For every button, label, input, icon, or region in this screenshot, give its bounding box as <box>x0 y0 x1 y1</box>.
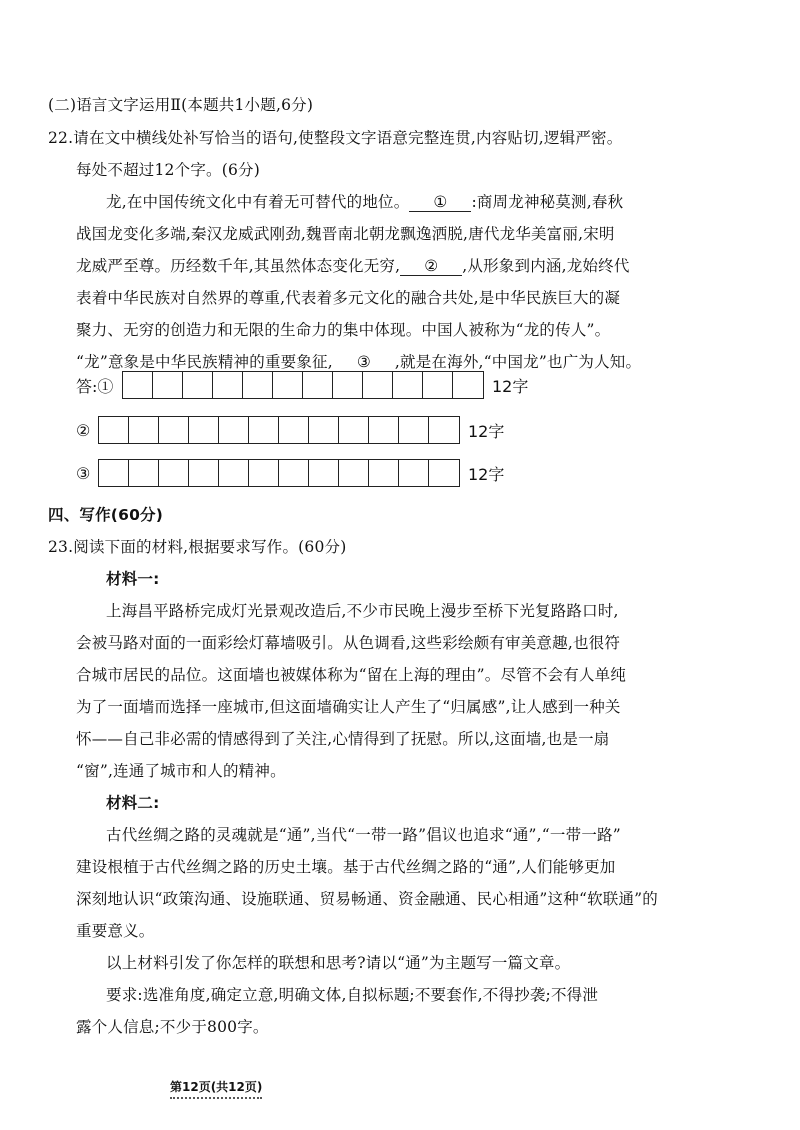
material2-line3: 深刻地认识“政策沟通、设施联通、贸易畅通、资金融通、民心相通”这种“软联通”的 <box>76 890 658 908</box>
answer-limit-3: 12字 <box>468 464 505 484</box>
answer-row-3 <box>76 459 504 487</box>
q22-instruction-line1: 22.请在文中横线处补写恰当的语句,使整段文字语意完整连贯,内容贴切,逻辑严密。 <box>48 129 623 147</box>
material1-line3: 合城市居民的品位。这面墙也被媒体称为“留在上海的理由”。尽管不会有人单纯 <box>76 666 627 684</box>
answer-cell[interactable] <box>429 417 459 443</box>
answer-cell[interactable] <box>303 372 333 398</box>
material1-line5: 怀——自己非必需的情感得到了关注,心情得到了抚慰。所以,这面墙,也是一扇 <box>76 730 610 748</box>
q22-paragraph-line3 <box>76 254 630 276</box>
answer-cell[interactable] <box>249 460 279 486</box>
q22-paragraph-line2: 战国龙变化多端,秦汉龙威武刚劲,魏晋南北朝龙飘逸洒脱,唐代龙华美富丽,宋明 <box>76 225 615 243</box>
answer-cell[interactable] <box>123 372 153 398</box>
q22-paragraph-line4: 表着中华民族对自然界的尊重,代表着多元文化的融合共处,是中华民族巨大的凝 <box>76 289 621 307</box>
answer-cell[interactable] <box>393 372 423 398</box>
q23-intro: 23.阅读下面的材料,根据要求写作。(60分) <box>48 538 347 556</box>
answer-cell[interactable] <box>309 460 339 486</box>
answer-cell[interactable] <box>189 460 219 486</box>
blank-3: ③ <box>333 353 395 372</box>
material1-line6: “窗”,连通了城市和人的精神。 <box>76 762 286 780</box>
material1-line1: 上海昌平路桥完成灯光景观改造后,不少市民晚上漫步至桥下光复路路口时, <box>106 602 619 620</box>
answer-cell[interactable] <box>249 417 279 443</box>
answer-limit-1: 12字 <box>492 376 529 396</box>
answer-cell[interactable] <box>429 460 459 486</box>
answer-cell[interactable] <box>129 460 159 486</box>
material2-title: 材料二: <box>106 794 160 812</box>
answer-cell[interactable] <box>453 372 483 398</box>
blank-2: ② <box>400 257 462 276</box>
answer-cell[interactable] <box>183 372 213 398</box>
answer-cell[interactable] <box>369 417 399 443</box>
answer-cell[interactable] <box>153 372 183 398</box>
answer-cell[interactable] <box>99 460 129 486</box>
q22-text: ,就是在海外,“中国龙”也广为人知。 <box>394 353 642 371</box>
answer-cell[interactable] <box>243 372 273 398</box>
answer-cell[interactable] <box>363 372 393 398</box>
q22-text: 龙,在中国传统文化中有着无可替代的地位。 <box>106 193 410 211</box>
answer-cell[interactable] <box>219 460 249 486</box>
answer-cell[interactable] <box>213 372 243 398</box>
q22-instruction-line2: 每处不超过12个字。(6分) <box>76 161 260 179</box>
answer-cell[interactable] <box>369 460 399 486</box>
answer-cell[interactable] <box>423 372 453 398</box>
material1-title: 材料一: <box>106 570 160 588</box>
page-footer: 第12页(共12页) <box>170 1078 262 1099</box>
material2-line2: 建设根植于古代丝绸之路的历史土壤。基于古代丝绸之路的“通”,人们能够更加 <box>76 858 616 876</box>
q22-text: 龙威严至尊。历经数千年,其虽然体态变化无穷, <box>76 257 401 275</box>
q22-paragraph-line6 <box>76 350 641 372</box>
answer-cell[interactable] <box>219 417 249 443</box>
material2-line4: 重要意义。 <box>76 922 155 940</box>
answer-cell[interactable] <box>399 460 429 486</box>
answer-cell[interactable] <box>333 372 363 398</box>
writing-prompt: 以上材料引发了你怎样的联想和思考?请以“通”为主题写一篇文章。 <box>106 954 571 972</box>
answer-cell[interactable] <box>339 460 369 486</box>
material2-line1: 古代丝绸之路的灵魂就是“通”,当代“一带一路”倡议也追求“通”,“一带一路” <box>106 826 621 844</box>
q22-text: ,从形象到内涵,龙始终代 <box>462 257 630 275</box>
answer-cell[interactable] <box>339 417 369 443</box>
blank-1: ① <box>409 193 471 212</box>
answer-cell[interactable] <box>159 460 189 486</box>
q22-text: :商周龙神秘莫测,春秋 <box>471 193 624 211</box>
requirements-line1: 要求:选准角度,确定立意,明确文体,自拟标题;不要套作,不得抄袭;不得泄 <box>106 986 599 1004</box>
answer-cell[interactable] <box>279 417 309 443</box>
answer-cell[interactable] <box>273 372 303 398</box>
section4-title: 四、写作(60分) <box>48 506 164 524</box>
answer-grid-3[interactable] <box>98 459 460 487</box>
answer-cell[interactable] <box>159 417 189 443</box>
answer-label-3: ③ <box>76 463 91 483</box>
answer-cell[interactable] <box>279 460 309 486</box>
section2-title: (二)语言文字运用Ⅱ(本题共1小题,6分) <box>48 96 314 114</box>
answer-cell[interactable] <box>189 417 219 443</box>
answer-cell[interactable] <box>399 417 429 443</box>
q22-paragraph-line5: 聚力、无穷的创造力和无限的生命力的集中体现。中国人被称为“龙的传人”。 <box>76 321 611 339</box>
answer-row-1 <box>76 371 528 399</box>
answer-cell[interactable] <box>309 417 339 443</box>
answer-limit-2: 12字 <box>468 421 505 441</box>
q22-text: “龙”意象是中华民族精神的重要象征, <box>76 353 333 371</box>
answer-label-2: ② <box>76 420 91 440</box>
answer-row-2 <box>76 416 504 444</box>
answer-label-1: 答:① <box>76 376 114 396</box>
q22-paragraph-line1 <box>106 190 623 212</box>
material1-line4: 为了一面墙而选择一座城市,但这面墙确实让人产生了“归属感”,让人感到一种关 <box>76 698 621 716</box>
answer-grid-2[interactable] <box>98 416 460 444</box>
answer-grid-1[interactable] <box>122 371 484 399</box>
answer-cell[interactable] <box>129 417 159 443</box>
answer-cell[interactable] <box>99 417 129 443</box>
material1-line2: 会被马路对面的一面彩绘灯幕墙吸引。从色调看,这些彩绘颇有审美意趣,也很符 <box>76 634 621 652</box>
requirements-line2: 露个人信息;不少于800字。 <box>76 1018 269 1036</box>
